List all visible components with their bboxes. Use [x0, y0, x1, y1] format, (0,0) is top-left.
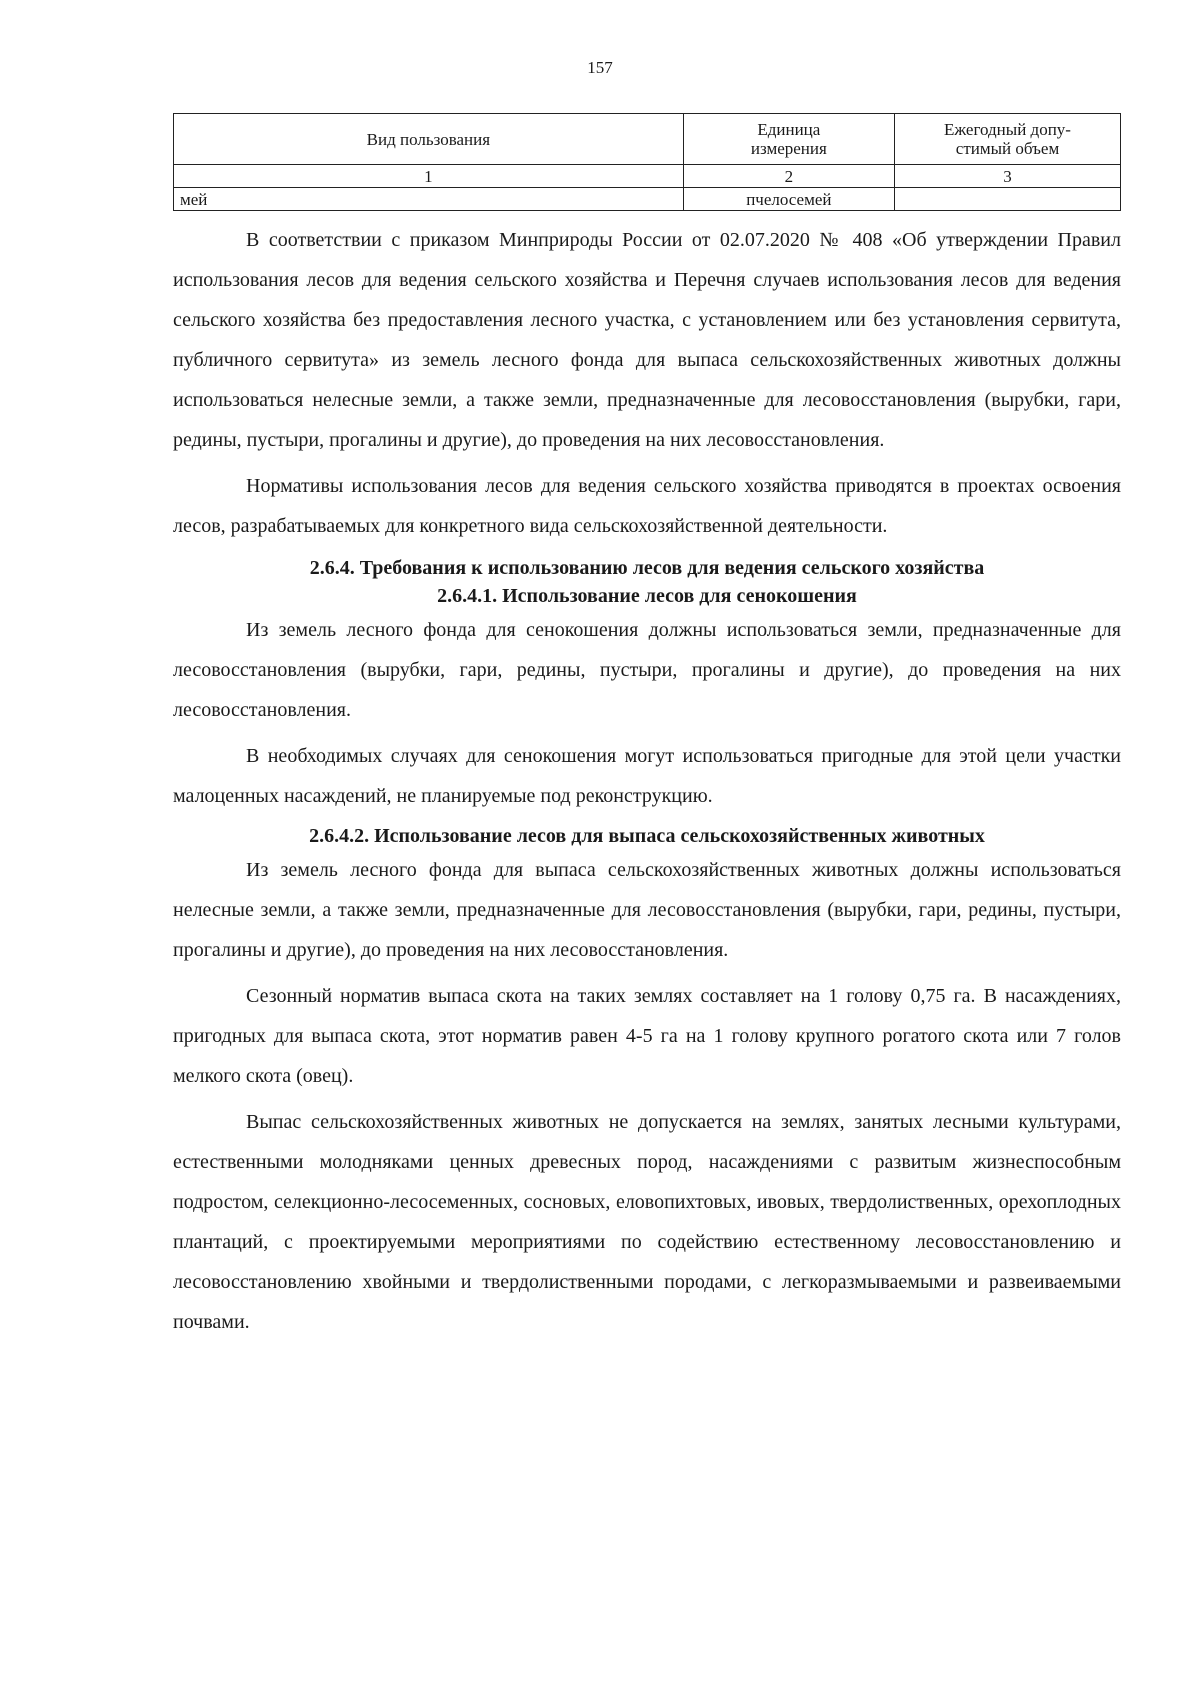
- paragraph: Выпас сельскохозяйственных животных не допускается на землях, занятых лесными культурами, естественными молодняками ценных древесных пород, насаждениями с развитым жизнеспособным подростом, селекционно-лесосеменных, сосновых, еловопихтовых, ивовых, твердолиственных, орехоплодных плантаций, с проектируемыми мероприятиями по содействию естественному лесовосстановлению и лесовосстановлению хвойными и твердолиственными породами, с легкоразмываемыми и развеиваемыми почвами.: [173, 1111, 1121, 1333]
- paragraph: В соответствии с приказом Минприроды России от 02.07.2020 № 408 «Об утверждении Правил использования лесов для ведения сельского хозяйства и Перечня случаев использования лесов для ведения сельского хозяйства без предоставления лесного участка, с установлением или без установления сервитута, публичного сервитута» из земель лесного фонда для выпаса сельскохозяйственных животных должны использоваться нелесные земли, а также земли, предназначенные для лесовосстановления (вырубки, гари, редины, пустыри, прогалины и другие), до проведения на них лесовосстановления.: [173, 229, 1121, 451]
- table-row: [174, 188, 1121, 211]
- table-cell-unit: пчелосемей: [683, 188, 894, 211]
- document-body: [173, 220, 1121, 1342]
- subsection-heading: 2.6.4.1. Использование лесов для сенокошения: [437, 585, 857, 607]
- paragraph: Из земель лесного фонда для сенокошения должны использоваться земли, предназначенные для лесовосстановления (вырубки, гари, редины, пустыри, прогалины и другие), до проведения на них лесовосстановления.: [173, 619, 1121, 721]
- table-cell-volume: [894, 188, 1120, 211]
- usage-table: [173, 113, 1121, 211]
- table-header-unit: Единица измерения: [683, 114, 894, 165]
- paragraph: Нормативы использования лесов для ведения сельского хозяйства приводятся в проектах освоения лесов, разрабатываемых для конкретного вида сельскохозяйственной деятельности.: [173, 475, 1121, 537]
- paragraph: В необходимых случаях для сенокошения могут использоваться пригодные для этой цели участки малоценных насаждений, не планируемые под реконструкцию.: [173, 745, 1121, 807]
- table-header-usage-type: Вид пользования: [174, 114, 684, 165]
- table-column-number: 3: [894, 165, 1120, 188]
- paragraph: Из земель лесного фонда для выпаса сельскохозяйственных животных должны использоваться нелесные земли, а также земли, предназначенные для лесовосстановления (вырубки, гари, редины, пустыри, прогалины и другие), до проведения на них лесовосстановления.: [173, 859, 1121, 961]
- table-column-number: 1: [174, 165, 684, 188]
- subsection-heading: 2.6.4.2. Использование лесов для выпаса сельскохозяйственных животных: [309, 825, 985, 847]
- section-heading: 2.6.4. Требования к использованию лесов для ведения сельского хозяйства: [309, 557, 985, 579]
- table-header-row: [174, 114, 1121, 165]
- table-column-number: 2: [683, 165, 894, 188]
- table-cell-usage-type: мей: [174, 188, 684, 211]
- table-column-numbers-row: [174, 165, 1121, 188]
- paragraph: Сезонный норматив выпаса скота на таких землях составляет на 1 голову 0,75 га. В насаждениях, пригодных для выпаса скота, этот норматив равен 4-5 га на 1 голову крупного рогатого скота или 7 голов мелкого скота (овец).: [173, 985, 1121, 1087]
- table-header-annual-volume: Ежегодный допу- стимый объем: [894, 114, 1120, 165]
- page-number: 157: [587, 58, 613, 77]
